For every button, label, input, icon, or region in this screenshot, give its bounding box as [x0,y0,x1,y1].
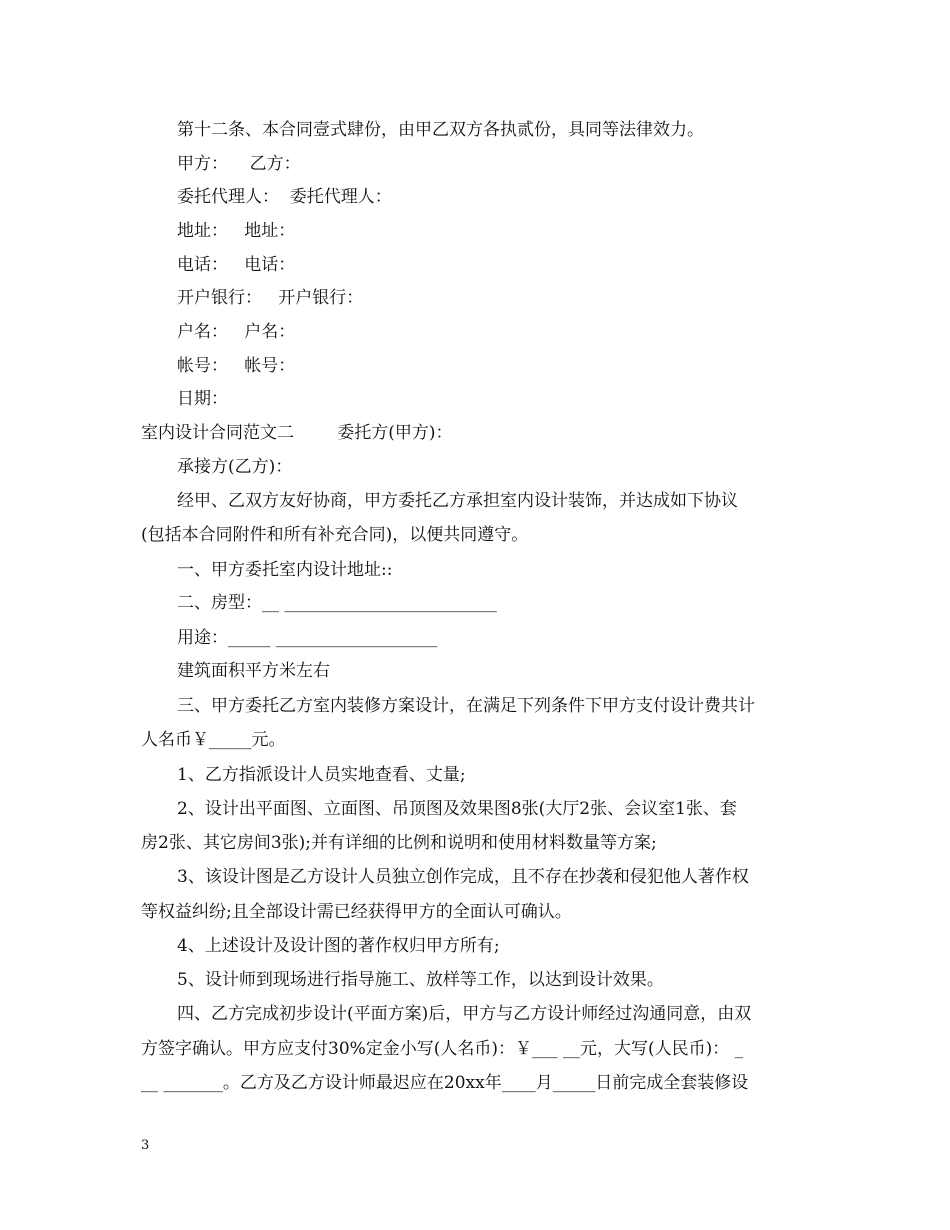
account-number-labels: 帐号： 帐号： [177,356,296,376]
item-4-text: 4、上述设计及设计图的著作权归甲方所有; [177,936,500,956]
preamble-line-1: 经甲、乙双方友好协商，甲方委托乙方承担室内设计装饰，并达成如下协议 [177,491,738,511]
item-3-line-1: 3、该设计图是乙方设计人员独立创作完成，且不存在抄袭和侵犯他人著作权 [177,867,749,887]
section-2-room-type: 二、房型：__ _________________________ [177,593,497,613]
date-label: 日期： [177,389,228,409]
section-1-address: 一、甲方委托室内设计地址:: [177,560,393,580]
page-number: 3 [141,1138,150,1153]
contractor-label: 承接方(乙方)： [177,457,293,477]
item-5-text: 5、设计师到现场进行指导施工、放样等工作，以达到设计效果。 [177,970,664,990]
floor-area-line: 建筑面积平方米左右 [177,661,330,681]
section-3-line-2: 人名币￥_____元。 [141,730,286,750]
preamble-line-2: (包括本合同附件和所有补充合同)，以便共同遵守。 [141,525,529,545]
usage-line: 用途：_____ ___________________ [177,628,438,648]
item-2-line-2: 房2张、其它房间3张);并有详细的比例和说明和使用材料数量等方案; [141,833,657,853]
section-3-line-1: 三、甲方委托乙方室内装修方案设计，在满足下列条件下甲方支付设计费共计 [177,696,755,716]
item-1-text: 1、乙方指派设计人员实地查看、丈量; [177,765,466,785]
agent-labels: 委托代理人： 委托代理人： [177,187,392,207]
address-labels: 地址： 地址： [177,221,296,241]
clause-12-text: 第十二条、本合同壹式肆份，由甲乙双方各执贰份，具同等法律效力。 [177,120,704,140]
section-4-line-2: 方签字确认。甲方应支付30%定金小写(人名币)：￥___ __元，大写(人民币)： _ [141,1039,744,1059]
phone-labels: 电话： 电话： [177,255,296,275]
bank-labels: 开户银行： 开户银行： [177,288,364,308]
party-labels: 甲方： 乙方： [177,154,301,174]
item-3-line-2: 等权益纠纷;且全部设计需已经获得甲方的全面认可确认。 [141,902,572,922]
item-2-line-1: 2、设计出平面图、立面图、吊顶图及效果图8张(大厅2张、会议室1张、套 [177,799,737,819]
section-4-line-3: __ _______。乙方及乙方设计师最迟应在20xx年____月_____日前完成全套装修设 [141,1073,749,1093]
contract-title-line: 室内设计合同范文二 委托方(甲方)： [141,423,453,443]
section-4-line-1: 四、乙方完成初步设计(平面方案)后，甲方与乙方设计师经过沟通同意，由双 [177,1004,752,1024]
account-name-labels: 户名： 户名： [177,322,296,342]
